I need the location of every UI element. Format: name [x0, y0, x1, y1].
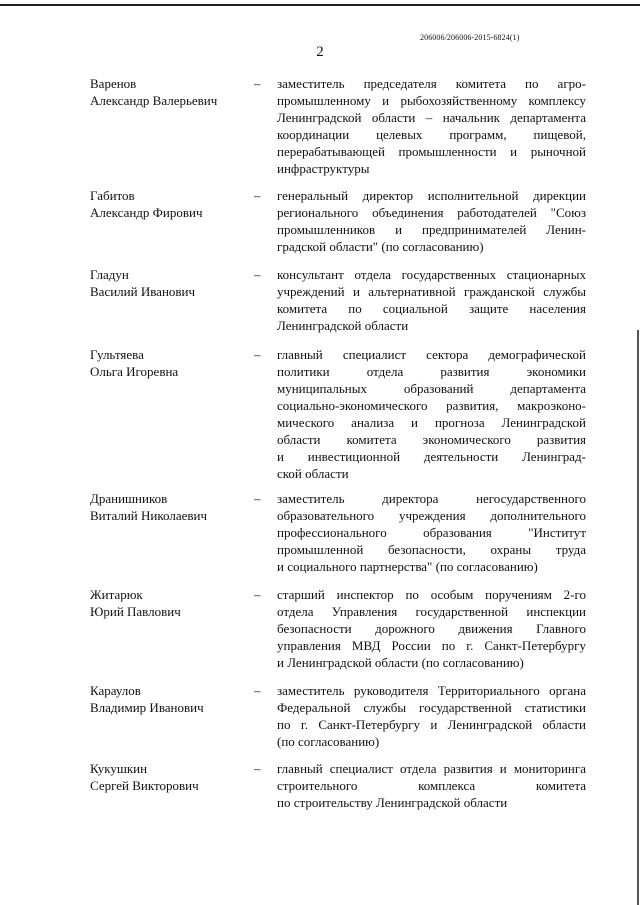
member-position: [277, 586, 586, 671]
position-line: и социального партнерства" (по согласованию): [277, 559, 538, 574]
position-line: перерабатывающей промышленности и рыночной: [277, 144, 586, 159]
member-name: [90, 490, 250, 524]
position-line: мического анализа и прогноза Ленинградской: [277, 415, 586, 430]
position-line: и инвестиционной деятельности Ленинград-: [277, 449, 586, 464]
position-line: муниципальных образований департамента: [277, 381, 586, 396]
position-line: политики отдела развития экономики: [277, 364, 586, 379]
position-line: заместитель руководителя Территориального органа: [277, 683, 586, 698]
dash-separator: –: [254, 188, 261, 203]
member-given-name: Александр Фирович: [90, 205, 203, 220]
member-surname: Дранишников: [90, 491, 168, 506]
position-line: старший инспектор по особым поручениям 2-го: [277, 587, 586, 602]
member-name: [90, 586, 250, 620]
position-line: консультант отдела государственных стационарных: [277, 267, 586, 282]
member-surname: Кукушкин: [90, 761, 148, 776]
member-surname: Габитов: [90, 188, 135, 203]
dash-separator: –: [254, 761, 261, 776]
member-position: [277, 187, 586, 255]
position-line: главный специалист отдела развития и мониторинга: [277, 761, 586, 776]
member-given-name: Юрий Павлович: [90, 604, 181, 619]
position-line: Федеральной службы государственной статистики: [277, 700, 586, 715]
position-line: комитета по социальной защите населения: [277, 301, 586, 316]
top-border-line: [0, 4, 640, 6]
position-line: координации целевых программ, пищевой,: [277, 127, 586, 142]
dash-separator: –: [254, 267, 261, 282]
position-line: по г. Санкт-Петербургу и Ленинградской области: [277, 717, 586, 732]
member-given-name: Василий Иванович: [90, 284, 196, 299]
dash-separator: –: [254, 347, 261, 362]
member-position: [277, 266, 586, 334]
position-line: учреждений и альтернативной гражданской службы: [277, 284, 586, 299]
document-id: 206006/206006-2015-6824(1): [420, 33, 520, 42]
position-line: (по согласованию): [277, 734, 380, 749]
position-line: заместитель председателя комитета по агро-: [277, 76, 586, 91]
position-line: и Ленинградской области (по согласованию): [277, 655, 524, 670]
position-line: образовательного учреждения дополнительного: [277, 508, 586, 523]
member-given-name: Александр Валерьевич: [90, 93, 218, 108]
member-name: [90, 760, 250, 794]
dash-separator: –: [254, 683, 261, 698]
member-position: [277, 346, 586, 482]
member-name: [90, 187, 250, 221]
member-name: [90, 75, 250, 109]
member-given-name: Виталий Николаевич: [90, 508, 207, 523]
member-given-name: Сергей Викторович: [90, 778, 199, 793]
member-surname: Гладун: [90, 267, 129, 282]
dash-separator: –: [254, 587, 261, 602]
position-line: профессионального образования "Институт: [277, 525, 586, 540]
position-line: промышленников и предпринимателей Ленин-: [277, 222, 586, 237]
position-line: области комитета экономического развития: [277, 432, 586, 447]
position-line: инфраструктуры: [277, 161, 370, 176]
position-line: регионального объединения работодателей "Союз: [277, 205, 586, 220]
member-name: [90, 682, 250, 716]
dash-separator: –: [254, 76, 261, 91]
dash-separator: –: [254, 491, 261, 506]
position-line: ской области: [277, 466, 349, 481]
scan-edge-line: [637, 330, 639, 905]
position-line: промышленной безопасности, охраны труда: [277, 542, 586, 557]
member-surname: Гультяева: [90, 347, 144, 362]
position-line: по строительству Ленинградской области: [277, 795, 508, 810]
member-surname: Житарюк: [90, 587, 143, 602]
position-line: социально-экономического развития, макроэконо-: [277, 398, 586, 413]
member-position: [277, 490, 586, 575]
position-line: Ленинградской области: [277, 318, 409, 333]
position-line: управления МВД России по г. Санкт-Петербургу: [277, 638, 586, 653]
position-line: Ленинградской области – начальник департамента: [277, 110, 586, 125]
member-position: [277, 682, 586, 750]
position-line: заместитель директора негосударственного: [277, 491, 586, 506]
position-line: строительного комплекса комитета: [277, 778, 586, 793]
member-name: [90, 346, 250, 380]
position-line: градской области" (по согласованию): [277, 239, 484, 254]
position-line: отдела Управления государственной инспекции: [277, 604, 586, 619]
member-surname: Варенов: [90, 76, 137, 91]
member-position: [277, 75, 586, 177]
position-line: генеральный директор исполнительной дирекции: [277, 188, 586, 203]
position-line: безопасности дорожного движения Главного: [277, 621, 586, 636]
member-given-name: Владимир Иванович: [90, 700, 204, 715]
position-line: промышленному и рыбохозяйственному комплексу: [277, 93, 586, 108]
member-surname: Караулов: [90, 683, 141, 698]
member-name: [90, 266, 250, 300]
position-line: главный специалист сектора демографической: [277, 347, 586, 362]
member-position: [277, 760, 586, 811]
page-number: 2: [316, 44, 324, 60]
member-given-name: Ольга Игоревна: [90, 364, 179, 379]
